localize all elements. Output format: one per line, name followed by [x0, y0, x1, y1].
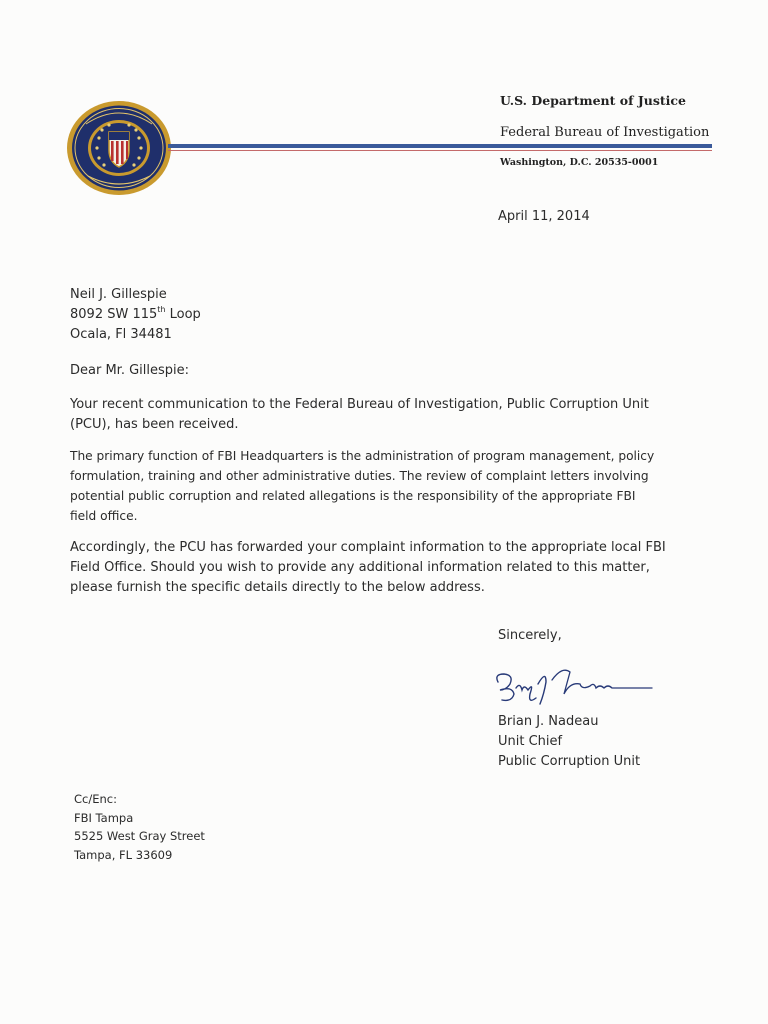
fbi-seal-icon — [66, 100, 172, 196]
signer-name: Brian J. Nadeau — [498, 714, 599, 729]
paragraph-line: Field Office. Should you wish to provide any additional information related to this matter, — [70, 560, 650, 575]
handwritten-signature-icon — [490, 660, 660, 706]
body-paragraph-3 — [70, 538, 710, 598]
paragraph-line: please furnish the specific details directly to the below address. — [70, 580, 485, 595]
body-paragraph-2 — [70, 446, 710, 526]
letterhead-rule-red — [168, 150, 712, 151]
salutation: Dear Mr. Gillespie: — [70, 363, 190, 378]
paragraph-line: field office. — [70, 509, 138, 523]
recipient-street-ordinal: th — [157, 305, 166, 314]
cc-street: 5525 West Gray Street — [74, 829, 205, 843]
paragraph-line: (PCU), has been received. — [70, 417, 239, 432]
signer-title: Unit Chief — [498, 734, 563, 749]
cc-block — [74, 790, 205, 864]
recipient-block — [70, 285, 201, 345]
paragraph-line: Accordingly, the PCU has forwarded your complaint information to the appropriate local FBI — [70, 540, 666, 555]
cc-label: Cc/Enc: — [74, 792, 117, 806]
signer-block — [498, 712, 640, 772]
signer-unit: Public Corruption Unit — [498, 754, 641, 769]
recipient-street-suffix: Loop — [165, 307, 201, 322]
letterhead-rule-blue — [168, 144, 712, 148]
recipient-street — [70, 305, 201, 325]
letter-date: April 11, 2014 — [498, 209, 590, 224]
paragraph-line: potential public corruption and related allegations is the responsibility of the appropriate FBI — [70, 489, 636, 503]
paragraph-line: formulation, training and other administrative duties. The review of complaint letters involving — [70, 469, 649, 483]
recipient-name: Neil J. Gillespie — [70, 287, 167, 302]
recipient-street-number: 8092 SW 115 — [70, 307, 158, 322]
paragraph-line: Your recent communication to the Federal Bureau of Investigation, Public Corruption Unit — [70, 397, 649, 412]
department-name: U.S. Department of Justice — [500, 93, 686, 108]
cc-office: FBI Tampa — [74, 810, 134, 825]
paragraph-line: The primary function of FBI Headquarters is the administration of program management, policy — [70, 449, 655, 463]
letterhead-address: Washington, D.C. 20535-0001 — [500, 157, 659, 168]
recipient-city: Ocala, Fl 34481 — [70, 327, 172, 342]
body-paragraph-1 — [70, 395, 710, 435]
cc-city: Tampa, FL 33609 — [74, 847, 173, 862]
bureau-name: Federal Bureau of Investigation — [500, 125, 710, 140]
closing: Sincerely, — [498, 628, 562, 643]
